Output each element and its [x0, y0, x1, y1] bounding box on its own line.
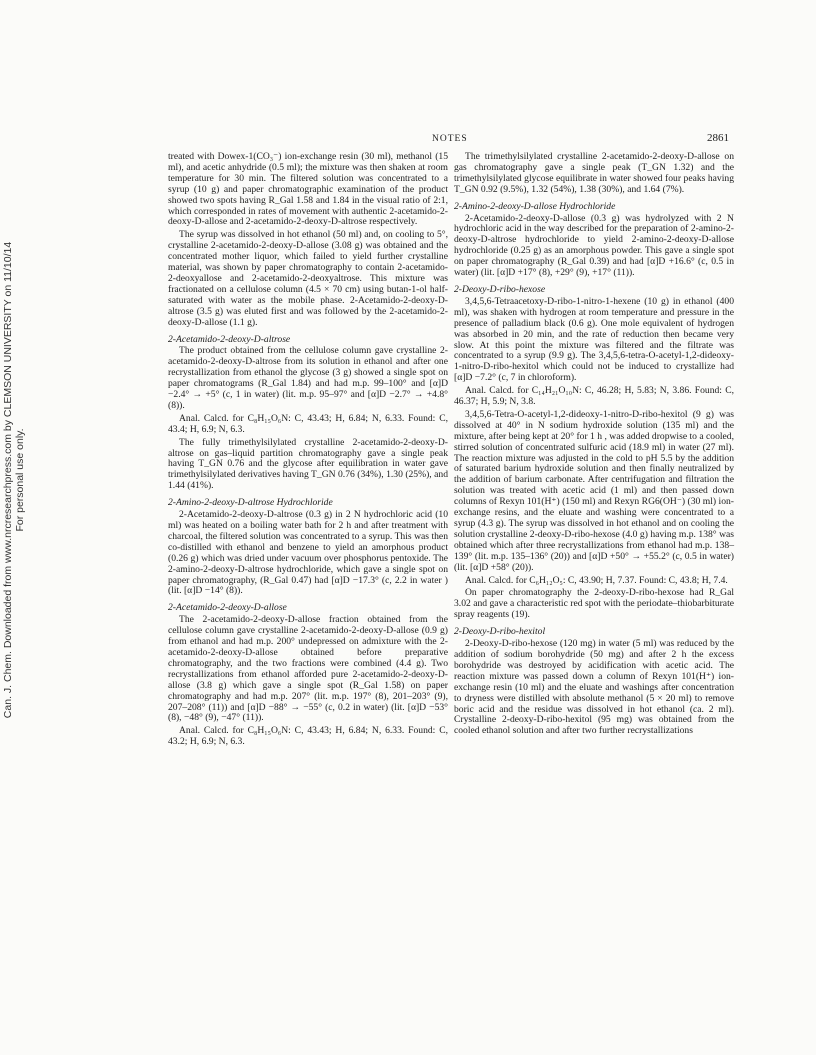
paragraph: The product obtained from the cellulose column gave crystalline 2-acetamido-2-deoxy-D-altrose from its solution in ethanol and after one recrystallization from ethanol the glycose (3 g) showed a single spot on paper chromatograms (R_Gal 1.84) and had m.p. 99–100° and [α]D −2.4° → +5° (c, 1 in water) (lit. m.p. 95–97° and [α]D −2.7° → +4.8°(8)).	[168, 345, 448, 411]
section-heading: 2-Deoxy-D-ribo-hexitol	[454, 626, 546, 638]
section-heading: 2-Deoxy-D-ribo-hexose	[454, 283, 546, 295]
paragraph: treated with Dowex-1(CO₃⁻) ion-exchange resin (30 ml), methanol (15 ml), and acetic anhydride (0.5 ml); the mixture was then shaken at room temperature for 30 min. The filtered solution was concentrated to a syrup (10 g) and paper chromatographic examination of the product showed two spots having R_Gal 1.58 and 1.84 in the visual ratio of 2:1, which corresponded in rates of movement with authentic 2-acetamido-2-deoxy-D-allose and 2-acetamido-2-deoxy-D-altrose respectively.	[168, 151, 448, 228]
paragraph: The fully trimethylsilylated crystalline 2-acetamido-2-deoxy-D-altrose on gas–liquid partition chromatography gave a single peak having T_GN 0.76 and the glycose after equilibration in water gave trimethylsilylated derivatives having T_GN 0.76 (34%), 1.30 (25%), and 1.44 (41%).	[168, 436, 448, 492]
paragraph: Anal. Calcd. for C₆H₁₂O₅: C, 43.90; H, 7.37. Found: C, 43.8; H, 7.4.	[465, 574, 728, 586]
paragraph: The trimethylsilylated crystalline 2-acetamido-2-deoxy-D-allose on gas chromatography gave a single peak (T_GN 1.32) and the trimethylsilylated glycose equilibrate in water showed four peaks having T_GN 0.92 (9.5%), 1.32 (54%), 1.38 (30%), and 1.64 (7%).	[454, 151, 734, 195]
paragraph: Anal. Calcd. for C₈H₁₅O₆N: C, 43.43; H, 6.84; N, 6.33. Found: C, 43.2; H, 6.9; N, 6.3.	[168, 725, 448, 748]
watermark-line-2: For personal use only.	[14, 428, 26, 532]
paragraph: 3,4,5,6-Tetra-O-acetyl-1,2-dideoxy-1-nitro-D-ribo-hexitol (9 g) was dissolved at 40° in N sodium hydroxide solution (135 ml) and the mixture, after being kept at 20° for 1 h , was added dropwise to a cooled, stirred solution of concentrated sulfuric acid (18.9 ml) in water (27 ml). The reaction mixture was adjusted in the cold to pH 5.5 by the addition of saturated barium hydroxide solution and then finally neutralized by the addition of barium carbonate. After centrifugation and filtration the solution was treated with acetic acid (1 ml) and then passed down columns of Rexyn 101(H⁺) (150 ml) and Rexyn RG6(OH⁻) (30 ml) ion-exchange resins, and the eluate and washing were concentrated to a syrup (4.3 g). The syrup was dissolved in hot ethanol and on cooling the solution crystalline 2-deoxy-D-ribo-hexose (4.0 g) having m.p. 138° was obtained which after three recrystallizations from ethanol had m.p. 138–139° (lit. m.p. 135–136° (20)) and [α]D +50° → +55.2° (c, 0.5 in water) (lit. [α]D +58° (20)).	[454, 408, 734, 573]
paragraph: Anal. Calcd. for C₈H₁₅O₆N: C, 43.43; H, 6.84; N, 6.33. Found: C, 43.4; H, 6.9; N, 6.3.	[168, 412, 448, 435]
running-header: NOTES	[432, 134, 468, 144]
paragraph: Anal. Calcd. for C₁₄H₂₁O₁₀N: C, 46.28; H, 5.83; N, 3.86. Found: C, 46.37; H, 5.9; N, 3.8.	[454, 385, 734, 408]
paragraph: 2-Acetamido-2-deoxy-D-altrose (0.3 g) in 2 N hydrochloric acid (10 ml) was heated on a boiling water bath for 2 h and after treatment with charcoal, the filtered solution was concentrated to a syrup. This was then co-distilled with ethanol and benzene to yield an amorphous product (0.26 g) which was dried under vacuum over phosphorus pentoxide. The 2-amino-2-deoxy-D-altrose hydrochloride, which gave a single spot on paper chromatography, (R_Gal 0.47) had [α]D −17.3° (c, 2.2 in water ) (lit. [α]D −14° (8)).	[168, 509, 448, 597]
watermark-line-1: Can. J. Chem. Downloaded from www.nrcresearchpress.com by CLEMSON UNIVERSITY on 11/10/14	[2, 241, 14, 719]
paragraph: 3,4,5,6-Tetraacetoxy-D-ribo-1-nitro-1-hexene (10 g) in ethanol (400 ml), was shaken with hydrogen at room temperature and pressure in the presence of palladium black (0.6 g). One mole equivalent of hydrogen was absorbed in 20 min, and the rate of reduction then became very slow. At this point the mixture was filtered and the filtrate was concentrated to a syrup (9.9 g). The 3,4,5,6-tetra-O-acetyl-1,2-dideoxy-1-nitro-D-ribo-hexitol which could not be induced to crystallize had [α]D −7.2° (c, 7 in chloroform).	[454, 295, 734, 384]
paragraph: The syrup was dissolved in hot ethanol (50 ml) and, on cooling to 5°, crystalline 2-acetamido-2-deoxy-D-allose (3.08 g) was obtained and the concentrated mother liquor, which failed to yield further crystalline material, was shown by paper chromatography to contain 2-acetamido-2-deoxyallose and 2-acetamido-2-deoxyaltrose. This mixture was fractionated on a cellulose column (4.5 × 70 cm) using butan-1-ol half-saturated with water as the mobile phase. 2-Acetamido-2-deoxy-D-altrose (3.5 g) was eluted first and was followed by the 2-acetamido-2-deoxy-D-allose (1.1 g).	[168, 229, 448, 328]
paragraph: 2-Deoxy-D-ribo-hexose (120 mg) in water (5 ml) was reduced by the addition of sodium borohydride (50 mg) and after 2 h the excess borohydride was destroyed by acidification with acetic acid. The reaction mixture was passed down a column of Rexyn 101(H⁺) ion-exchange resin (10 ml) and the eluate and washings after concentration to dryness were distilled with absolute methanol (5 × 20 ml) to remove boric acid and the residue was dissolved in hot ethanol (ca. 2 ml). Crystalline 2-deoxy-D-ribo-hexitol (95 mg) was obtained from the cooled ethanol solution and after two further recrystallizations	[454, 638, 734, 737]
paragraph: 2-Acetamido-2-deoxy-D-allose (0.3 g) was hydrolyzed with 2 N hydrochloric acid in the way described for the preparation of 2-amino-2-deoxy-D-altrose hydrochloride to yield 2-amino-2-deoxy-D-allose hydrochloride (0.25 g) as an amorphous powder. This gave a single spot on paper chromatography (R_Gal 0.39) and had [α]D +16.6° (c, 0.5 in water) (lit. [α]D +17° (8), +29° (9), +17° (11)).	[454, 212, 734, 279]
section-heading: 2-Acetamido-2-deoxy-D-allose	[168, 602, 287, 614]
page-number: 2861	[707, 132, 729, 144]
section-heading: 2-Acetamido-2-deoxy-D-altrose	[168, 333, 291, 345]
section-heading: 2-Amino-2-deoxy-D-altrose Hydrochloride	[168, 497, 333, 509]
paragraph: On paper chromatography the 2-deoxy-D-ribo-hexose had R_Gal 3.02 and gave a characteristic red spot with the periodate–thiobarbiturate spray reagents (19).	[454, 587, 734, 621]
left-column	[168, 152, 448, 750]
right-column	[454, 152, 734, 739]
paragraph: The 2-acetamido-2-deoxy-D-allose fraction obtained from the cellulose column gave crystalline 2-acetamido-2-deoxy-D-allose (0.9 g) from ethanol and had m.p. 200° undepressed on admixture with the 2-acetamido-2-deoxy-D-allose obtained before preparative chromatography, and the two fractions were combined (4.4 g). Two recrystallizations from ethanol afforded pure 2-acetamido-2-deoxy-D-allose (3.8 g) which gave a single spot (R_Gal 1.58) on paper chromatography and had m.p. 207° (lit. m.p. 197° (8), 201–203° (9), 207–208° (11)) and [α]D −88° → −55° (c, 0.2 in water) (lit. [α]D −53° (8), −48° (9), −47° (11)).	[168, 614, 448, 724]
download-watermark	[0, 120, 28, 840]
section-heading: 2-Amino-2-deoxy-D-allose Hydrochloride	[454, 200, 616, 212]
